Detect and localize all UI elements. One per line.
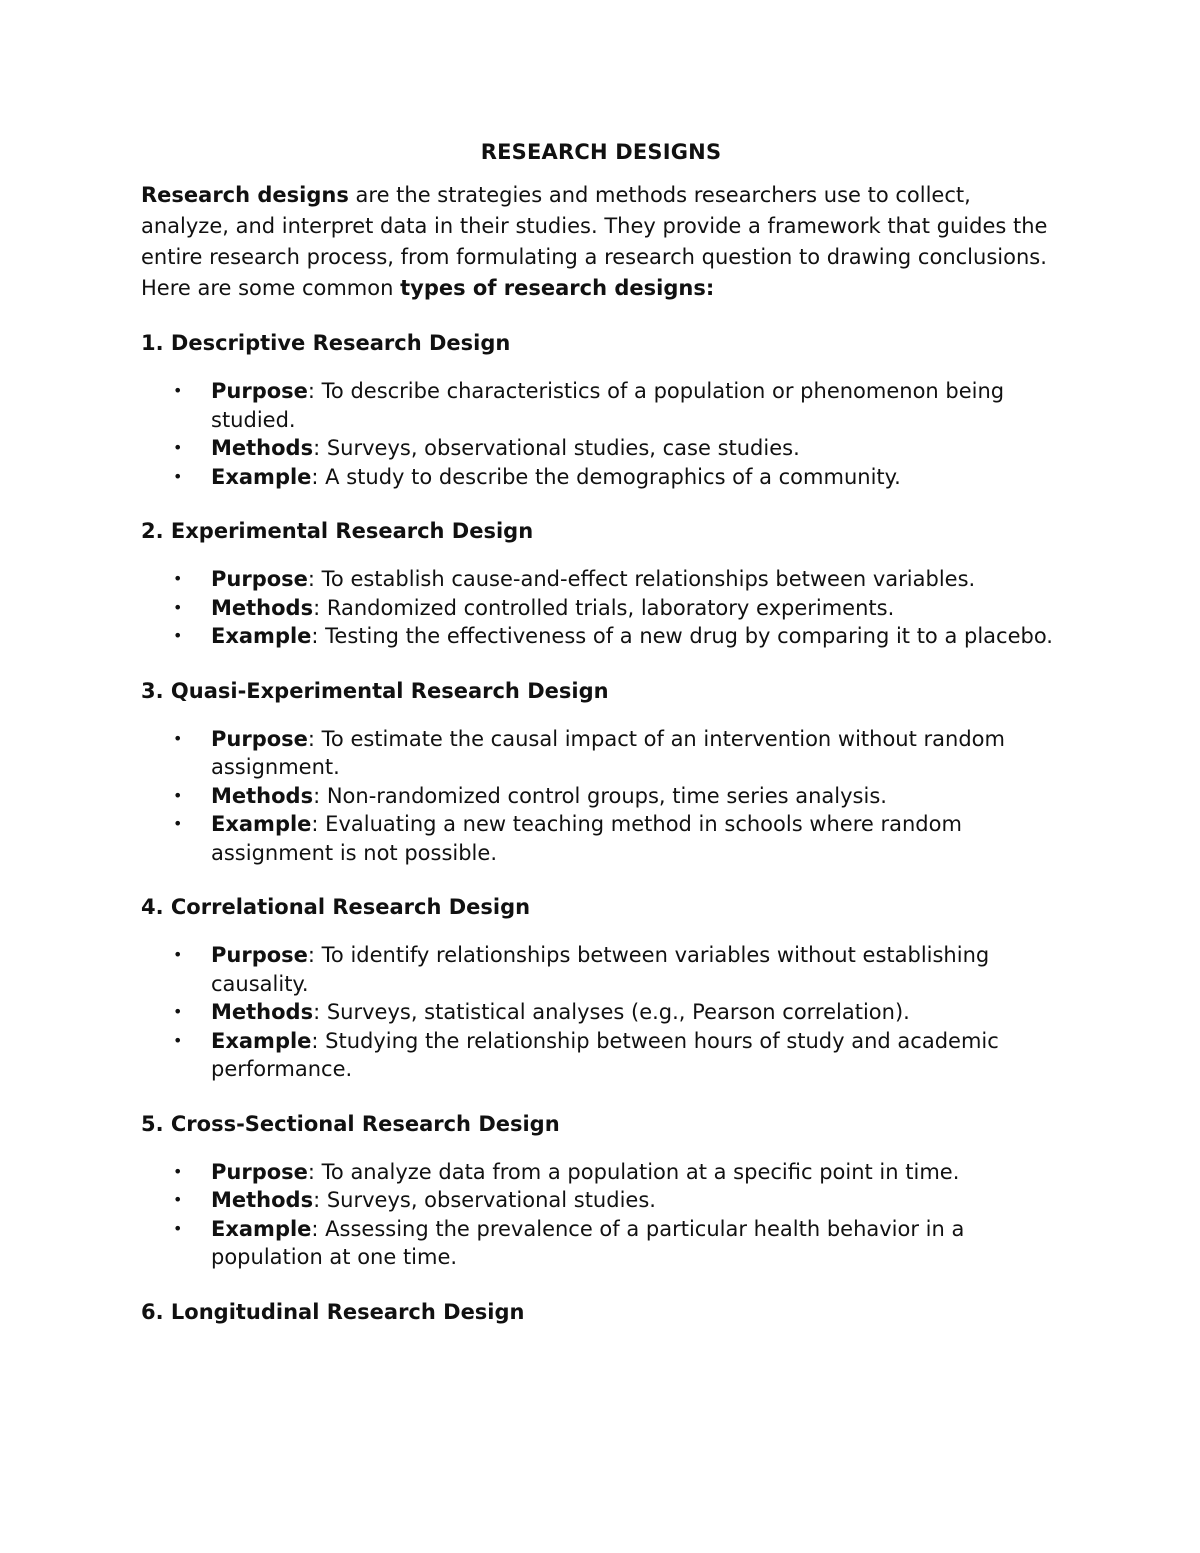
point-text: : To establish cause-and-effect relationships between variables. [307,567,976,591]
point-label: Methods [211,1188,314,1212]
section-heading: 3. Quasi-Experimental Research Design [141,678,609,703]
point-label: Purpose [211,567,308,591]
point-label: Purpose [211,943,308,967]
sections-container [141,329,1061,1326]
bullet-icon: • [173,626,183,645]
point-text: : Surveys, observational studies, case studies. [313,436,800,460]
list-item [141,810,1061,867]
list-item [141,782,1061,811]
list-item [141,622,1061,651]
point-label: Example [211,464,312,489]
bullet-icon: • [173,728,183,748]
document-page [141,140,1061,1352]
bullet-list [141,725,1061,868]
point-label: Example [211,812,312,836]
point-text: : Assessing the prevalence of a particular health behavior in a population at one time. [211,1216,965,1269]
list-item [141,565,1061,594]
point-label: Methods [211,436,314,460]
bullet-icon: • [173,1218,183,1238]
point-label: Purpose [211,379,308,403]
list-item [141,463,1061,492]
section-heading: 6. Longitudinal Research Design [141,1299,525,1324]
point-label: Example [211,624,312,648]
bullet-icon: • [173,597,183,617]
section-heading: 2. Experimental Research Design [141,519,534,543]
section-correlational [141,893,1061,1084]
bullet-list [141,941,1061,1084]
point-text: : To estimate the causal impact of an intervention without random assignment. [211,726,1005,779]
bullet-icon: • [173,1030,183,1050]
point-text: : Non-randomized control groups, time series analysis. [313,783,887,808]
section-experimental [141,517,1061,651]
section-heading: 1. Descriptive Research Design [141,331,511,355]
bullet-icon: • [173,466,183,486]
bullet-icon: • [173,785,183,805]
section-heading: 5. Cross-Sectional Research Design [141,1111,560,1136]
list-item [141,1027,1061,1084]
point-label: Methods [211,783,314,808]
intro-lead-bold: Research designs [141,183,349,207]
intro-bold-phrase: types of research designs: [400,276,715,300]
section-longitudinal [141,1298,1061,1326]
list-item [141,377,1061,434]
point-text: : Randomized controlled trials, laboratory experiments. [313,595,895,620]
section-descriptive [141,329,1061,491]
list-item [141,434,1061,463]
section-heading: 4. Correlational Research Design [141,895,531,919]
point-label: Example [211,1028,312,1053]
bullet-list [141,565,1061,651]
point-text: : Surveys, statistical analyses (e.g., Pearson correlation). [313,1000,910,1024]
bullet-icon: • [173,381,183,400]
intro-paragraph [141,180,1061,304]
bullet-icon: • [173,1161,183,1181]
point-text: : A study to describe the demographics of a community. [311,464,901,489]
section-quasi-experimental [141,677,1061,868]
bullet-icon: • [173,945,183,964]
list-item [141,998,1061,1027]
list-item [141,941,1061,998]
bullet-list [141,377,1061,491]
point-label: Example [211,1216,312,1241]
bullet-icon: • [173,1190,183,1209]
point-text: : To analyze data from a population at a specific point in time. [307,1159,960,1184]
point-label: Purpose [211,1159,308,1184]
point-text: : To describe characteristics of a population or phenomenon being studied. [211,379,1005,432]
point-label: Methods [211,595,314,620]
bullet-icon: • [173,438,183,457]
point-label: Methods [211,1000,314,1024]
point-text: : Evaluating a new teaching method in schools where random assignment is not possible. [211,812,962,865]
point-label: Purpose [211,726,308,751]
list-item [141,725,1061,782]
bullet-icon: • [173,569,183,588]
point-text: : To identify relationships between variables without establishing causality. [211,943,990,996]
point-text: : Studying the relationship between hours of study and academic performance. [211,1028,999,1081]
list-item [141,1215,1061,1272]
bullet-icon: • [173,814,183,833]
bullet-icon: • [173,1002,183,1021]
point-text: : Surveys, observational studies. [313,1188,656,1212]
list-item [141,1186,1061,1215]
bullet-list [141,1158,1061,1272]
document-title: RESEARCH DESIGNS [480,140,722,164]
list-item [141,594,1061,623]
section-cross-sectional [141,1110,1061,1272]
list-item [141,1158,1061,1187]
intro-text: are the strategies and methods researchers use to collect, analyze, and interpret data in their studies. They provide a framework that guides the entire research process, from formulating a research question to drawing conclusions. Here are some common [141,183,1048,300]
point-text: : Testing the effectiveness of a new drug by comparing it to a placebo. [311,624,1053,648]
